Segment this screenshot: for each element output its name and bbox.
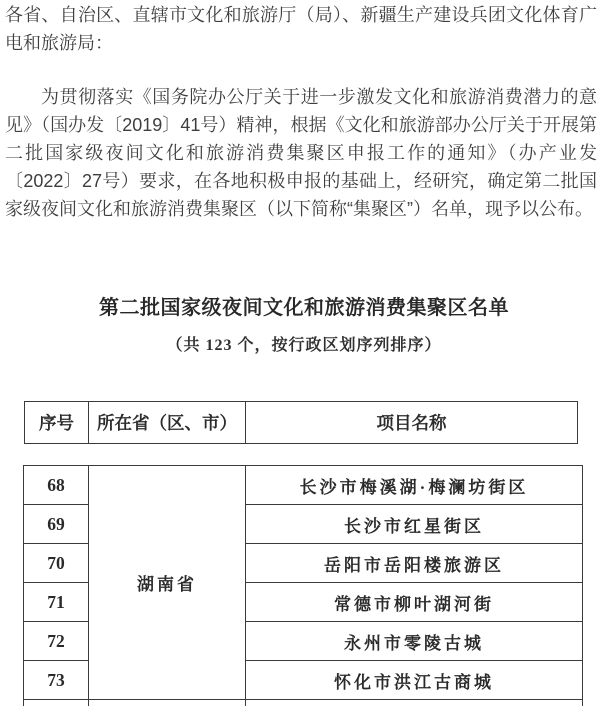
index-cell: 71: [24, 583, 89, 622]
list-subtitle: （共 123 个，按行政区划序列排序）: [166, 337, 442, 354]
project-name-cell: 怀化市洪江古商城: [246, 661, 583, 700]
table-row: [24, 466, 583, 505]
project-name-cell: 永州市零陵古城: [246, 622, 583, 661]
index-cell: 69: [24, 505, 89, 544]
project-name-cell: 岳阳市岳阳楼旅游区: [246, 544, 583, 583]
index-cell: [24, 700, 89, 706]
column-header-province: 所在省（区、市）: [89, 402, 246, 444]
header-row: [25, 402, 578, 444]
clipped-next-row: [24, 700, 583, 706]
salutation: 各省、自治区、直辖市文化和旅游厅（局）、新疆生产建设兵团文化体育广电和旅游局：: [5, 5, 597, 53]
table-header-row: [24, 401, 578, 444]
column-header-index: 序号: [25, 402, 89, 444]
index-cell: 72: [24, 622, 89, 661]
column-header-project: 项目名称: [246, 402, 578, 444]
province-cell: [89, 700, 246, 706]
index-cell: 73: [24, 661, 89, 700]
list-title: 第二批国家级夜间文化和旅游消费集聚区名单: [99, 297, 509, 319]
project-name-cell: [246, 700, 583, 706]
province-cell: 湖南省: [89, 466, 246, 700]
index-cell: 70: [24, 544, 89, 583]
project-name-cell: 常德市柳叶湖河街: [246, 583, 583, 622]
body-paragraph: 为贯彻落实《国务院办公厅关于进一步激发文化和旅游消费潜力的意见》（国办发〔2019〕41号）精神，根据《文化和旅游部办公厅关于开展第二批国家级夜间文化和旅游消费集聚区申报工作的通知》（办产业发〔2022〕27号）要求，在各地积极申报的基础上，经研究，确定第二批国家级夜间文化和旅游消费集聚区（以下简称“集聚区”）名单，现予以公布。: [5, 87, 597, 219]
project-name-cell: 长沙市梅溪湖·梅澜坊街区: [246, 466, 583, 505]
index-cell: 68: [24, 466, 89, 505]
project-name-cell: 长沙市红星街区: [246, 505, 583, 544]
cluster-list-table: [23, 465, 583, 706]
